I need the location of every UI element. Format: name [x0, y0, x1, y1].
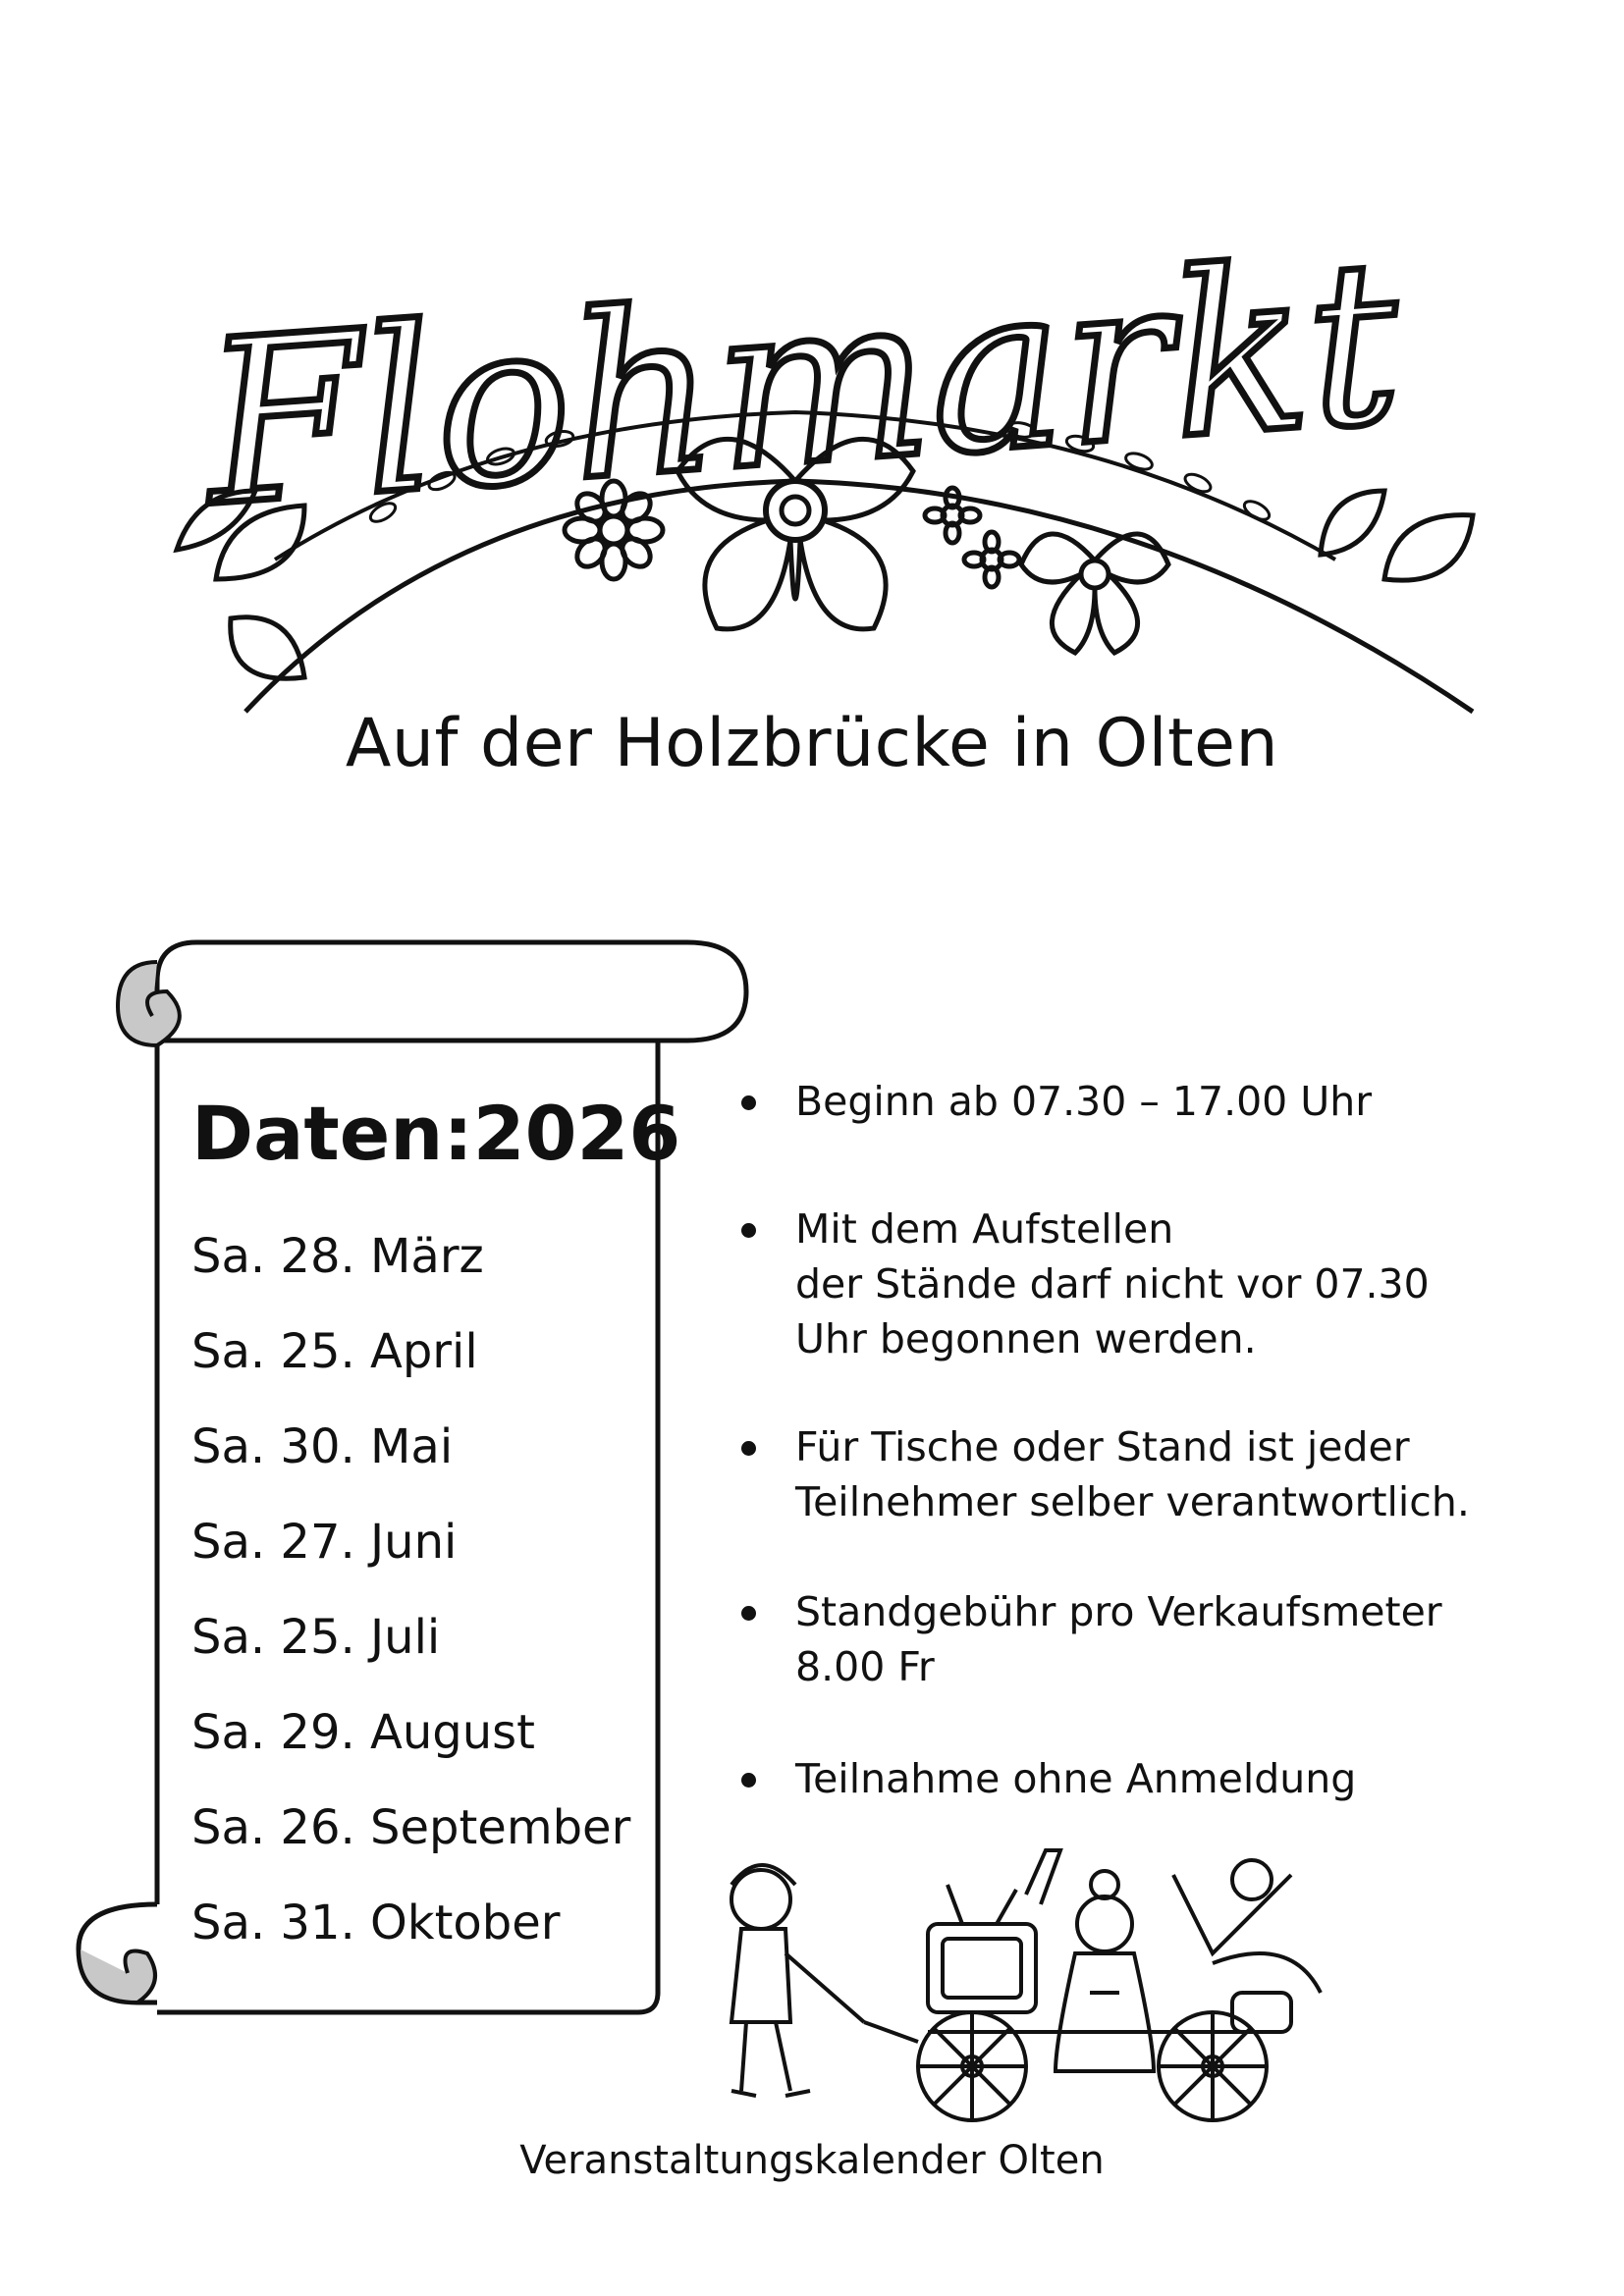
info-item: [741, 1201, 1561, 1366]
date-item: Sa. 28. März: [191, 1229, 484, 1284]
date-item: Sa. 29. August: [191, 1705, 535, 1760]
info-line: der Stände darf nicht vor 07.30: [795, 1260, 1430, 1308]
info-line: Uhr begonnen werden.: [795, 1315, 1257, 1362]
date-item: Sa. 26. September: [191, 1800, 631, 1855]
info-item: [741, 1751, 1561, 1806]
date-item: Sa. 27. Juni: [191, 1515, 458, 1570]
date-item: Sa. 31. Oktober: [191, 1896, 561, 1950]
bullet-icon: [741, 1773, 756, 1788]
bullet-icon: [741, 1606, 756, 1621]
info-line: Beginn ab 07.30 – 17.00 Uhr: [795, 1078, 1373, 1125]
dates-heading: Daten:2026: [191, 1090, 681, 1177]
bullet-icon: [741, 1223, 756, 1238]
info-line: Teilnahme ohne Anmeldung: [795, 1755, 1357, 1802]
info-item: [741, 1074, 1561, 1129]
date-item: Sa. 25. Juli: [191, 1610, 441, 1665]
page-subtitle: Auf der Holzbrücke in Olten: [345, 705, 1279, 782]
info-line: Für Tische oder Stand ist jeder: [795, 1423, 1410, 1470]
info-line: Teilnehmer selber verantwortlich.: [795, 1478, 1470, 1525]
bullet-icon: [741, 1441, 756, 1456]
info-line: Standgebühr pro Verkaufsmeter: [795, 1588, 1442, 1635]
bullet-icon: [741, 1095, 756, 1110]
title-script: Flohmarkt: [197, 211, 1408, 558]
date-item: Sa. 25. April: [191, 1324, 478, 1379]
info-line: 8.00 Fr: [795, 1643, 935, 1690]
info-item: [741, 1419, 1561, 1529]
date-item: Sa. 30. Mai: [191, 1419, 454, 1474]
info-item: [741, 1584, 1561, 1694]
title-floral-artwork: [157, 167, 1492, 746]
footer-text: Veranstaltungskalender Olten: [519, 2138, 1105, 2183]
info-line: Mit dem Aufstellen: [795, 1205, 1174, 1253]
flea-market-cart-illustration-icon: [702, 1845, 1330, 2130]
